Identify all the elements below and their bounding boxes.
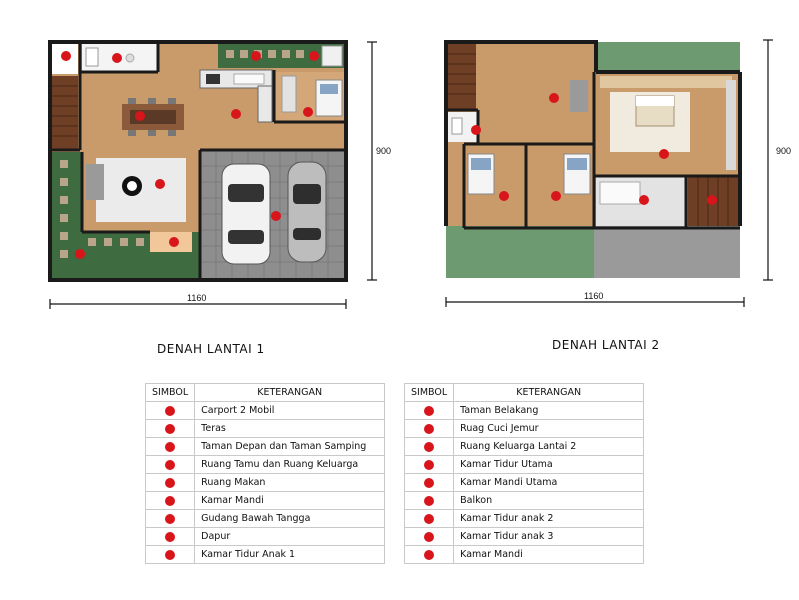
- legend-label: Taman Depan dan Taman Samping: [195, 438, 385, 456]
- marker-k-icon: [424, 424, 434, 434]
- legend-row: [146, 438, 385, 456]
- marker-i-icon: [165, 550, 175, 560]
- legend-row: [146, 546, 385, 564]
- legend-label: Ruang Tamu dan Ruang Keluarga: [195, 456, 385, 474]
- plan-2-title: DENAH LANTAI 2: [552, 338, 660, 352]
- plan-2-dimension-lines: [440, 36, 785, 311]
- legend-symbol: [146, 510, 195, 528]
- legend-row: [146, 456, 385, 474]
- legend-symbol: [405, 492, 454, 510]
- legend-symbol: [146, 456, 195, 474]
- legend-label: Kamar Mandi: [195, 492, 385, 510]
- legend-label: Carport 2 Mobil: [195, 402, 385, 420]
- marker-a-icon: [165, 406, 175, 416]
- legend-table-left: [145, 383, 385, 564]
- marker-o-icon: [424, 496, 434, 506]
- legend-row: [405, 546, 644, 564]
- legend-row: [405, 438, 644, 456]
- legend-symbol: [405, 402, 454, 420]
- legend-label: Balkon: [454, 492, 644, 510]
- legend-row: [146, 492, 385, 510]
- legend-left-symbol-header: SIMBOL: [146, 384, 195, 402]
- legend-symbol: [146, 474, 195, 492]
- legend-row: [146, 474, 385, 492]
- legend-left-description-header: KETERANGAN: [195, 384, 385, 402]
- marker-g-icon: [165, 514, 175, 524]
- legend-label: Kamar Tidur anak 3: [454, 528, 644, 546]
- legend-symbol: [146, 492, 195, 510]
- legend-right-header-row: [405, 384, 644, 402]
- marker-n-icon: [424, 478, 434, 488]
- plan-1-width-label: 1160: [187, 293, 207, 303]
- legend-row: [146, 402, 385, 420]
- legend-label: Kamar Tidur anak 2: [454, 510, 644, 528]
- legend-label: Ruang Makan: [195, 474, 385, 492]
- legend-symbol: [405, 528, 454, 546]
- marker-d-icon: [165, 460, 175, 470]
- legend-row: [405, 456, 644, 474]
- legend-symbol: [405, 474, 454, 492]
- legend-label: Taman Belakang: [454, 402, 644, 420]
- legend-symbol: [146, 402, 195, 420]
- legend-symbol: [146, 438, 195, 456]
- legend-label: Teras: [195, 420, 385, 438]
- legend-row: [405, 474, 644, 492]
- marker-p-icon: [424, 514, 434, 524]
- legend-label: Dapur: [195, 528, 385, 546]
- legend-right-description-header: KETERANGAN: [454, 384, 644, 402]
- legend-symbol: [146, 528, 195, 546]
- legend-symbol: [146, 546, 195, 564]
- legend-label: Kamar Tidur Anak 1: [195, 546, 385, 564]
- legend-row: [405, 510, 644, 528]
- legend-row: [146, 510, 385, 528]
- legend-row: [146, 420, 385, 438]
- marker-m-icon: [424, 460, 434, 470]
- legend-table-right: [404, 383, 644, 564]
- legend-label: Kamar Tidur Utama: [454, 456, 644, 474]
- legend-label: Gudang Bawah Tangga: [195, 510, 385, 528]
- plan-1-height-label: 900: [376, 146, 392, 156]
- legend-row: [405, 402, 644, 420]
- marker-f-icon: [165, 496, 175, 506]
- legend-row: [405, 528, 644, 546]
- legend-label: Ruang Keluarga Lantai 2: [454, 438, 644, 456]
- marker-c-icon: [165, 442, 175, 452]
- marker-r-icon: [424, 550, 434, 560]
- legend-label: Kamar Mandi Utama: [454, 474, 644, 492]
- legend-symbol: [405, 546, 454, 564]
- marker-h-icon: [165, 532, 175, 542]
- legend-row: [405, 420, 644, 438]
- legend-label: Ruag Cuci Jemur: [454, 420, 644, 438]
- legend-row: [405, 492, 644, 510]
- plan-1-title: DENAH LANTAI 1: [157, 342, 265, 356]
- legend-symbol: [405, 510, 454, 528]
- legend-right-symbol-header: SIMBOL: [405, 384, 454, 402]
- marker-l-icon: [424, 442, 434, 452]
- marker-j-icon: [424, 406, 434, 416]
- plan-2-width-label: 1160: [584, 291, 604, 301]
- legend-left-header-row: [146, 384, 385, 402]
- legend-row: [146, 528, 385, 546]
- plan-1-dimension-lines: [40, 36, 385, 311]
- marker-q-icon: [424, 532, 434, 542]
- legend-symbol: [146, 420, 195, 438]
- plan-2-height-label: 900: [776, 146, 792, 156]
- legend-symbol: [405, 420, 454, 438]
- marker-e-icon: [165, 478, 175, 488]
- marker-b-icon: [165, 424, 175, 434]
- legend-label: Kamar Mandi: [454, 546, 644, 564]
- legend-symbol: [405, 456, 454, 474]
- legend-symbol: [405, 438, 454, 456]
